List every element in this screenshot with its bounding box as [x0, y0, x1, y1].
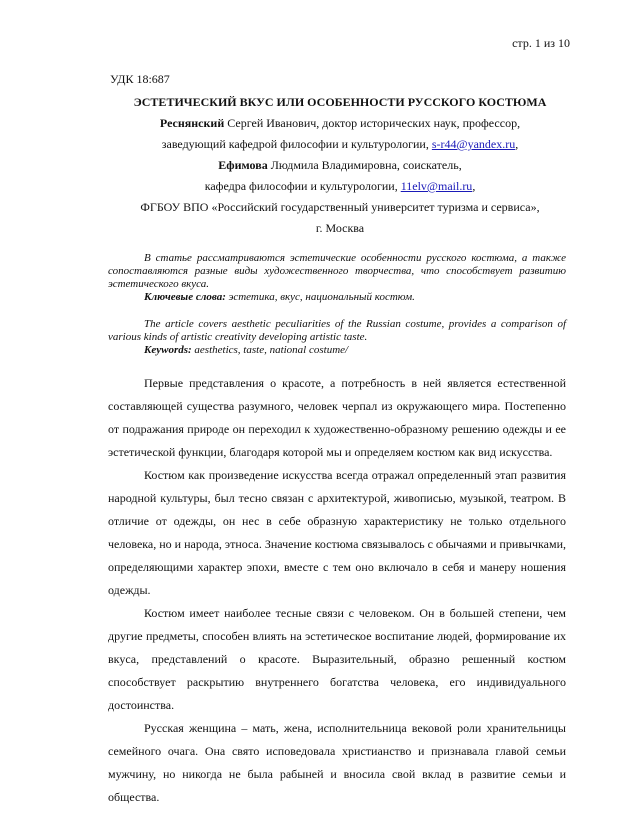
- author2-line2: кафедра философии и культурологии, 11elv@mail.ru,: [204, 179, 476, 193]
- article-title: ЭСТЕТИЧЕСКИЙ ВКУС ИЛИ ОСОБЕННОСТИ РУССКОГО КОСТЮМА: [133, 95, 547, 109]
- page-number: стр. 1 из 10: [512, 36, 570, 50]
- author1-email-link[interactable]: s-r44@yandex.ru: [431, 137, 516, 151]
- body-paragraph: Костюм имеет наиболее тесные связи с человеком. Он в большей степени, чем другие предметы, способен влиять на эстетическое воспитание людей, формирование их вкуса, представлений о красоте. Выразительный, образно решенный костюм способствует раскрытию внутреннего богатства человека, его индивидуального достоинства.: [108, 606, 566, 712]
- udk-code: УДК 18:687: [110, 72, 170, 86]
- author2-department: кафедра философии и культурологии,: [204, 179, 401, 193]
- author1-line2: заведующий кафедрой философии и культурологии, s-r44@yandex.ru,: [161, 137, 519, 151]
- institution: ФГБОУ ВПО «Российский государственный университет туризма и сервиса»,: [140, 200, 540, 214]
- keywords-ru: Ключевые слова: эстетика, вкус, национальный костюм.: [144, 291, 415, 303]
- author1-line1: [80, 113, 600, 134]
- city: г. Москва: [315, 221, 365, 235]
- author1-surname: Реснянский: [159, 116, 225, 130]
- keywords-en: Keywords: aesthetics, taste, national costume/: [144, 344, 349, 356]
- abstract-en-block: [108, 318, 566, 357]
- author2-email-link[interactable]: 11elv@mail.ru: [400, 179, 473, 193]
- body-paragraph: Русская женщина – мать, жена, исполнительница вековой роли хранительницы семейного очага. Она свято исповедовала христианство и признавала главой семьи мужчину, но никогда не была рабыней и вносила свой вклад в развитие семьи и общества.: [108, 721, 566, 804]
- author1-details: Сергей Иванович, доктор исторических наук, профессор,: [224, 116, 521, 130]
- author2-line1: [80, 155, 600, 176]
- author2-surname: Ефимова: [218, 158, 268, 172]
- abstract-ru-block: [108, 252, 566, 304]
- body-paragraph: Первые представления о красоте, а потребность в ней является естественной составляющей существа разумного, человек черпал из окружающего мира. Постепенно от подражания природе он переходил к художественно-образному решению одежды и ее эстетической функции, благодаря которой мы и определяем костюм как вид искусства.: [108, 376, 566, 459]
- keywords-en-label: Keywords:: [144, 344, 192, 356]
- abstract-ru: В статье рассматриваются эстетические особенности русского костюма, а также сопоставляются разные виды художественного творчества, что способствует развитию эстетического вкуса.: [108, 252, 566, 290]
- article-body: [108, 372, 566, 809]
- author2-details: Людмила Владимировна, соискатель,: [267, 158, 462, 172]
- article-header: [80, 92, 600, 239]
- keywords-ru-label: Ключевые слова:: [144, 291, 226, 303]
- abstract-en: The article covers aesthetic peculiarities of the Russian costume, provides a comparison of various kinds of artistic creativity developing artistic taste.: [108, 318, 566, 343]
- body-paragraph: Костюм как произведение искусства всегда отражал определенный этап развития народной культуры, был тесно связан с архитектурой, живописью, музыкой, театром. В отличие от одежды, он нес в себе образную характеристику не только отдельного человека, но и народа, этноса. Значение костюма связывалось с обычаями и привычками, определяющими характер эпохи, вместе с тем оно включало в себя и манеру ношения одежды.: [108, 468, 566, 597]
- author1-department: заведующий кафедрой философии и культурологии,: [161, 137, 432, 151]
